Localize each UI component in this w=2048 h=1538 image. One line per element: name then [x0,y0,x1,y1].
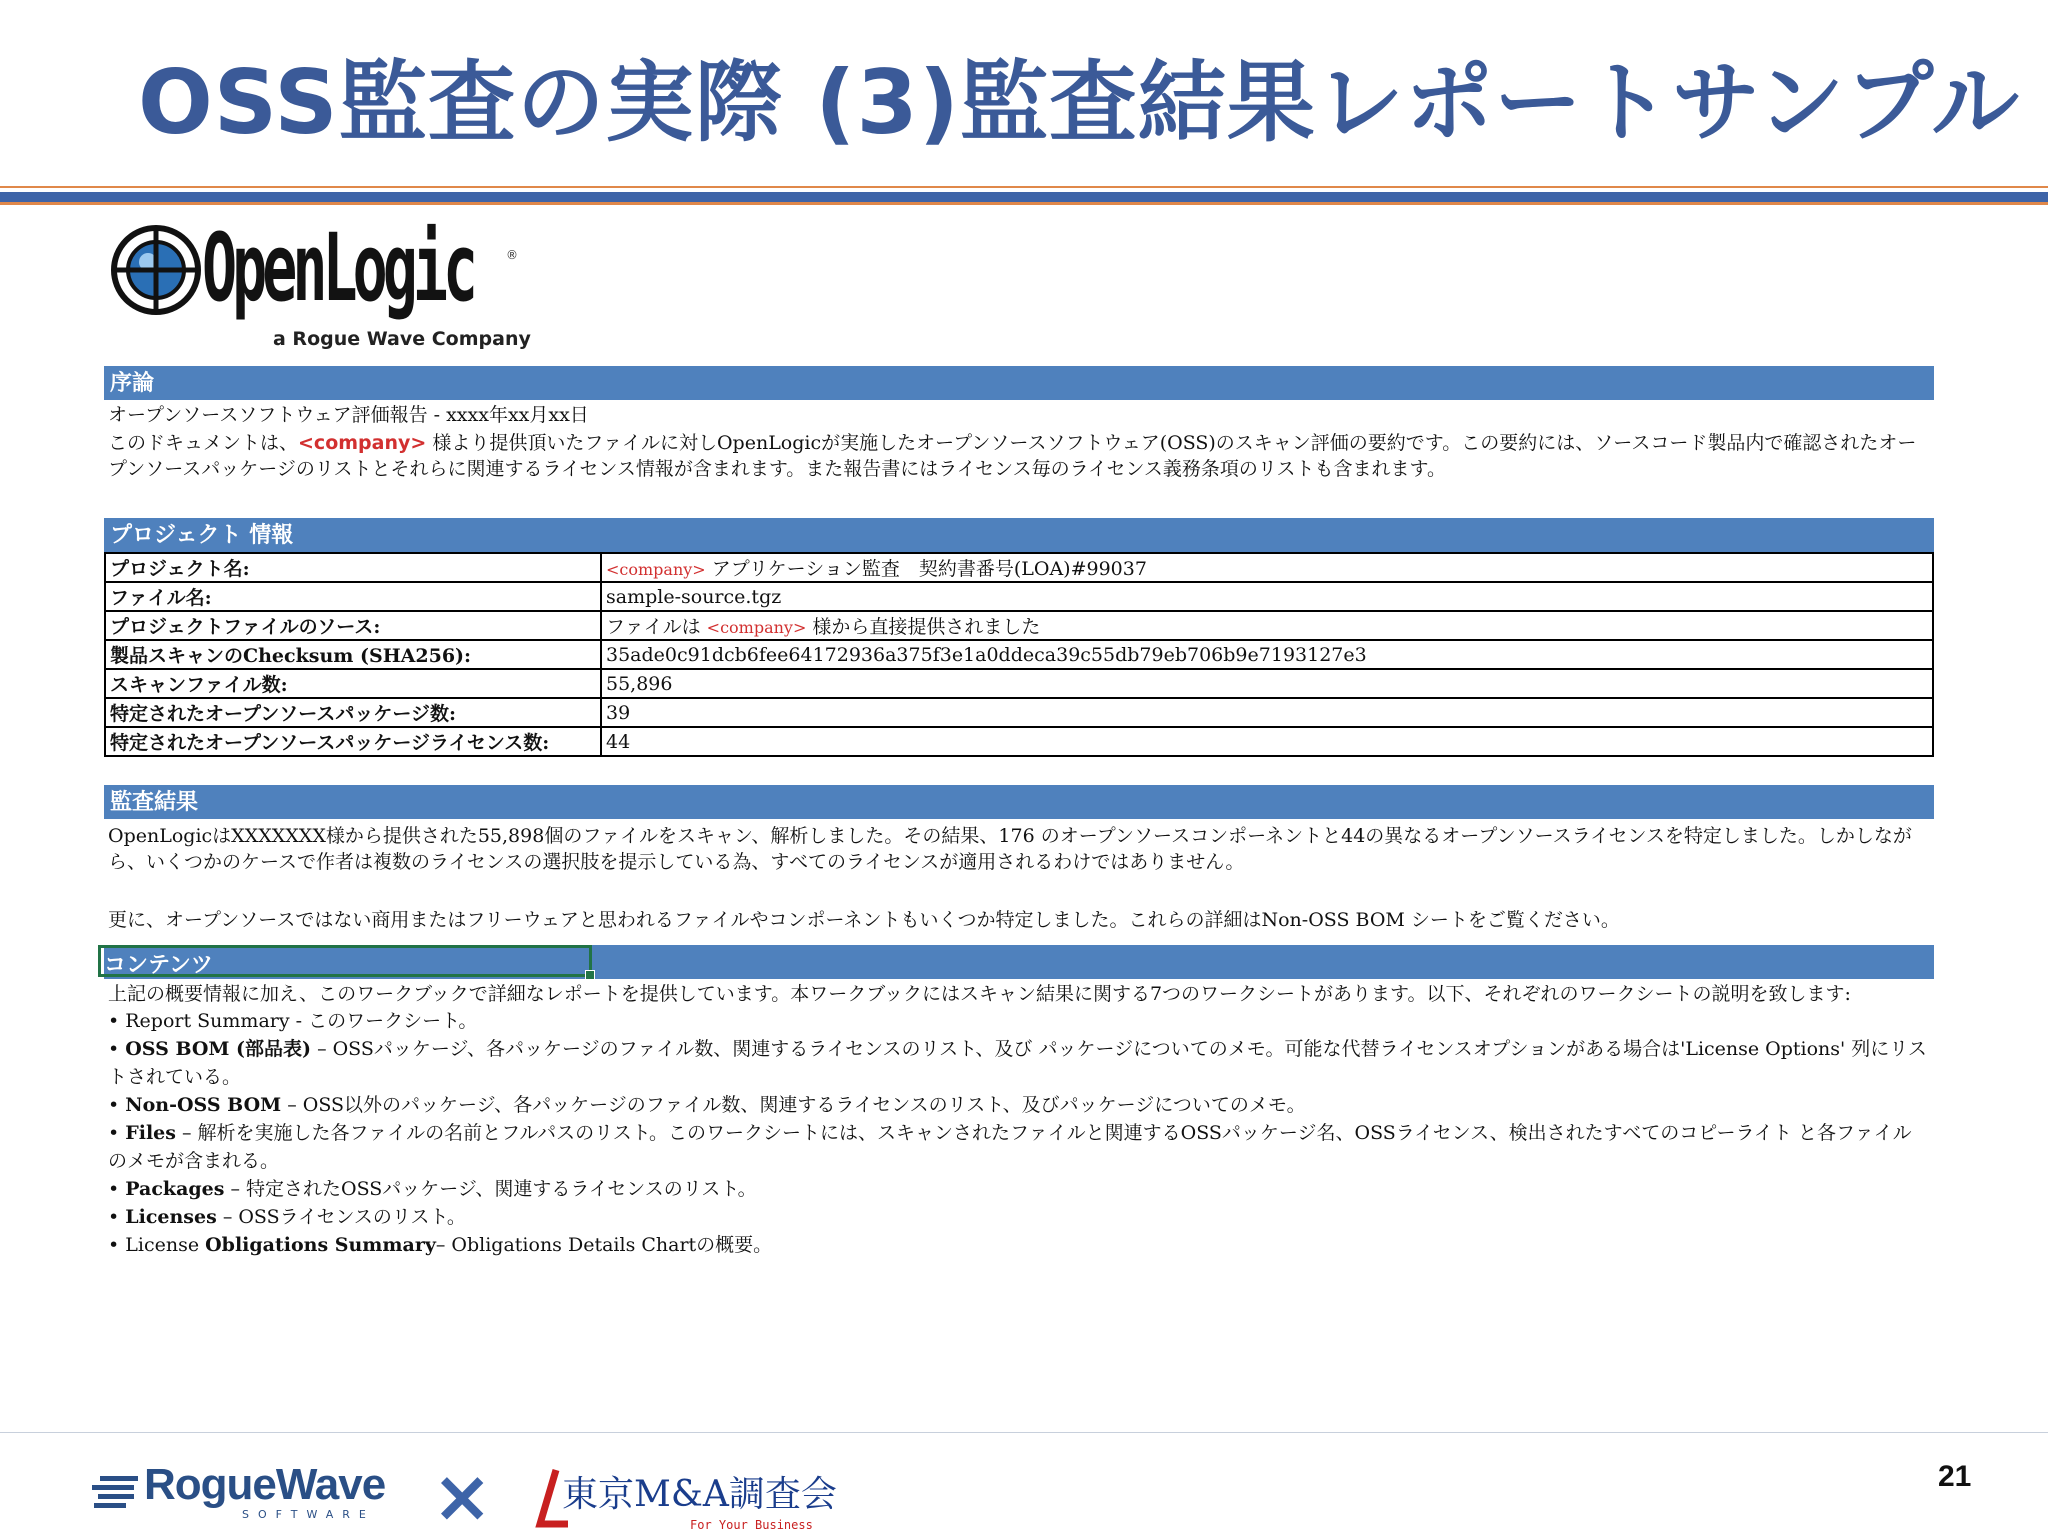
project-row-key: プロジェクト名: [105,553,601,582]
project-heading: プロジェクト 情報 [104,518,1934,552]
bullet-label: Licenses [125,1206,217,1228]
roguewave-wordmark: RogueWave [144,1460,386,1509]
contents-intro: 上記の概要情報に加え、このワークブックで詳細なレポートを提供しています。本ワークブックにはスキャン結果に関する7つのワークシートがあります。以下、それぞれのワークシートの説明を致します: [108,983,1851,1005]
contents-bullet-item: • Report Summary - このワークシート。 [108,1010,478,1032]
openlogic-tagline: a Rogue Wave Company [273,328,531,350]
title-rule-thin [0,186,2048,188]
contents-bullet-item: • Non-OSS BOM – OSS以外のパッケージ、各パッケージのファイル数、関連するライセンスのリスト、及びパッケージについてのメモ。 [108,1094,1306,1116]
project-row-key: 特定されたオープンソースパッケージ数: [105,698,601,727]
bullet-text: – OSS以外のパッケージ、各パッケージのファイル数、関連するライセンスのリスト、及びパッケージについてのメモ。 [281,1094,1306,1116]
value-text-post: 様から直接提供されました [806,616,1041,638]
roguewave-subtext: SOFTWARE [242,1508,375,1521]
project-row-key: プロジェクトファイルのソース: [105,611,601,640]
openlogic-logo [110,214,531,356]
project-row-key: スキャンファイル数: [105,669,601,698]
tokyo-ma-subtext: For Your Business [690,1518,813,1532]
tokyo-ma-logo [530,1462,850,1532]
value-text-post: アプリケーション監査 契約書番号(LOA)#99037 [705,558,1147,580]
bullet-label: Report Summary [125,1010,290,1032]
bullet-label: License [125,1234,206,1256]
project-row-value [601,698,1933,727]
bullet-text: – Obligations Details Chartの概要。 [435,1234,773,1256]
project-row-value [601,553,1933,582]
bullet-label: Packages [125,1178,225,1200]
company-placeholder: <company> [606,560,706,579]
bullet-label: Non-OSS BOM [125,1094,282,1116]
footer-rule [0,1432,2048,1433]
project-row [105,640,1933,669]
contents-bullet-item: • Packages – 特定されたOSSパッケージ、関連するライセンスのリスト。 [108,1178,757,1200]
project-row [105,669,1933,698]
contents-bullet-item: • OSS BOM (部品表) – OSSパッケージ、各パッケージのファイル数、関連するライセンスのリスト、及び パッケージについてのメモ。可能な代替ライセンスオプションがある場合は'License Options' 列にリストされている。 [108,1038,1927,1088]
intro-text-pre: このドキュメントは、 [108,432,299,454]
bullet-label: Files [125,1122,176,1144]
project-row [105,582,1933,611]
collab-times-icon: × [432,1454,493,1538]
audit-heading: 監査結果 [104,785,1934,819]
project-row-key: 特定されたオープンソースパッケージライセンス数: [105,727,601,756]
contents-heading: コンテンツ [104,953,213,978]
report-summary-sheet [104,366,1934,1259]
bullet-label-bold: Obligations Summary [205,1234,436,1256]
contents-bullet-item: • Licenses – OSSライセンスのリスト。 [108,1206,466,1228]
title-rule-orange [0,202,2048,205]
bullet-text: – OSSパッケージ、各パッケージのファイル数、関連するライセンスのリスト、及び パッケージについてのメモ。可能な代替ライセンスオプションがある場合は'License Options' 列にリストされている。 [108,1038,1927,1088]
project-row-value [601,727,1933,756]
tokyo-ma-wordmark: 東京M&A調査会 [562,1474,837,1515]
contents-bullet-item: • Files – 解析を実施した各ファイルの名前とフルパスのリスト。このワークシートには、スキャンされたファイルと関連するOSSパッケージ名、OSSライセンス、検出されたすべてのコピーライト と各ファイルのメモが含まれる。 [108,1122,1912,1172]
value-text: 44 [606,730,631,753]
project-row [105,553,1933,582]
openlogic-wordmark: OpenLogic [202,214,474,323]
bullet-text: – 特定されたOSSパッケージ、関連するライセンスのリスト。 [224,1178,757,1200]
value-text: 55,896 [606,672,673,695]
bullet-text: – OSSライセンスのリスト。 [216,1206,466,1228]
project-info-table [104,552,1934,757]
bullet-text: - このワークシート。 [289,1010,478,1032]
audit-para2: 更に、オープンソースではない商用またはフリーウェアと思われるファイルやコンポーネントもいくつか特定しました。これらの詳細はNon-OSS BOM シートをご覧ください。 [108,909,1620,931]
intro-line1: オープンソースソフトウェア評価報告 - xxxx年xx月xx日 [108,404,589,426]
roguewave-logo [92,1462,402,1522]
project-row-value [601,582,1933,611]
project-row-value [601,640,1933,669]
bullet-label: OSS BOM (部品表) [125,1038,312,1060]
project-row-value [601,611,1933,640]
intro-company-placeholder: <company> [298,432,427,454]
intro-body [104,428,1934,482]
project-row-key: 製品スキャンのChecksum (SHA256): [105,640,601,669]
openlogic-emblem-icon [110,224,202,316]
slide-title: OSS監査の実際 (3)監査結果レポートサンプル [138,51,2020,154]
company-placeholder: <company> [706,618,807,637]
project-row [105,727,1933,756]
project-row [105,698,1933,727]
page-number: 21 [1938,1460,1972,1493]
registered-mark: ® [506,248,518,262]
project-row [105,611,1933,640]
contents-bullet-item: • License Obligations Summary– Obligations Details Chartの概要。 [108,1234,773,1256]
fill-handle[interactable] [585,970,595,980]
project-row-value [601,669,1933,698]
intro-heading: 序論 [104,366,1934,400]
contents-selected-cell[interactable] [98,945,592,977]
value-text: 39 [606,701,631,724]
intro-text-post: 様より提供頂いたファイルに対しOpenLogicが実施したオープンソースソフトウェア(OSS)のスキャン評価の要約です。この要約には、ソースコード製品内で確認されたオープンソースパッケージのリストとそれらに関連するライセンス情報が含まれます。また報告書にはライセンス毎のライセンス義務条項のリストも含まれます。 [108,432,1917,480]
contents-heading-row [104,945,1934,979]
value-text: ファイルは [606,616,707,638]
title-rule-thick [0,192,2048,202]
roguewave-lines-icon [92,1476,140,1508]
bullet-text: – 解析を実施した各ファイルの名前とフルパスのリスト。このワークシートには、スキャンされたファイルと関連するOSSパッケージ名、OSSライセンス、検出されたすべてのコピーライト と各ファイルのメモが含まれる。 [108,1122,1912,1172]
value-text: sample-source.tgz [606,585,782,608]
contents-bullet-list [104,1007,1934,1259]
audit-para1: OpenLogicはXXXXXXX様から提供された55,898個のファイルをスキャン、解析しました。その結果、176 のオープンソースコンポーネントと44の異なるオープンソースライセンスを特定しました。しかしながら、いくつかのケースで作者は複数のライセンスの選択肢を提示している為、すべてのライセンスが適用されるわけではありません。 [108,825,1912,873]
value-text: 35ade0c91dcb6fee64172936a375f3e1a0ddeca39c55db79eb706b9e7193127e3 [606,643,1367,666]
project-row-key: ファイル名: [105,582,601,611]
